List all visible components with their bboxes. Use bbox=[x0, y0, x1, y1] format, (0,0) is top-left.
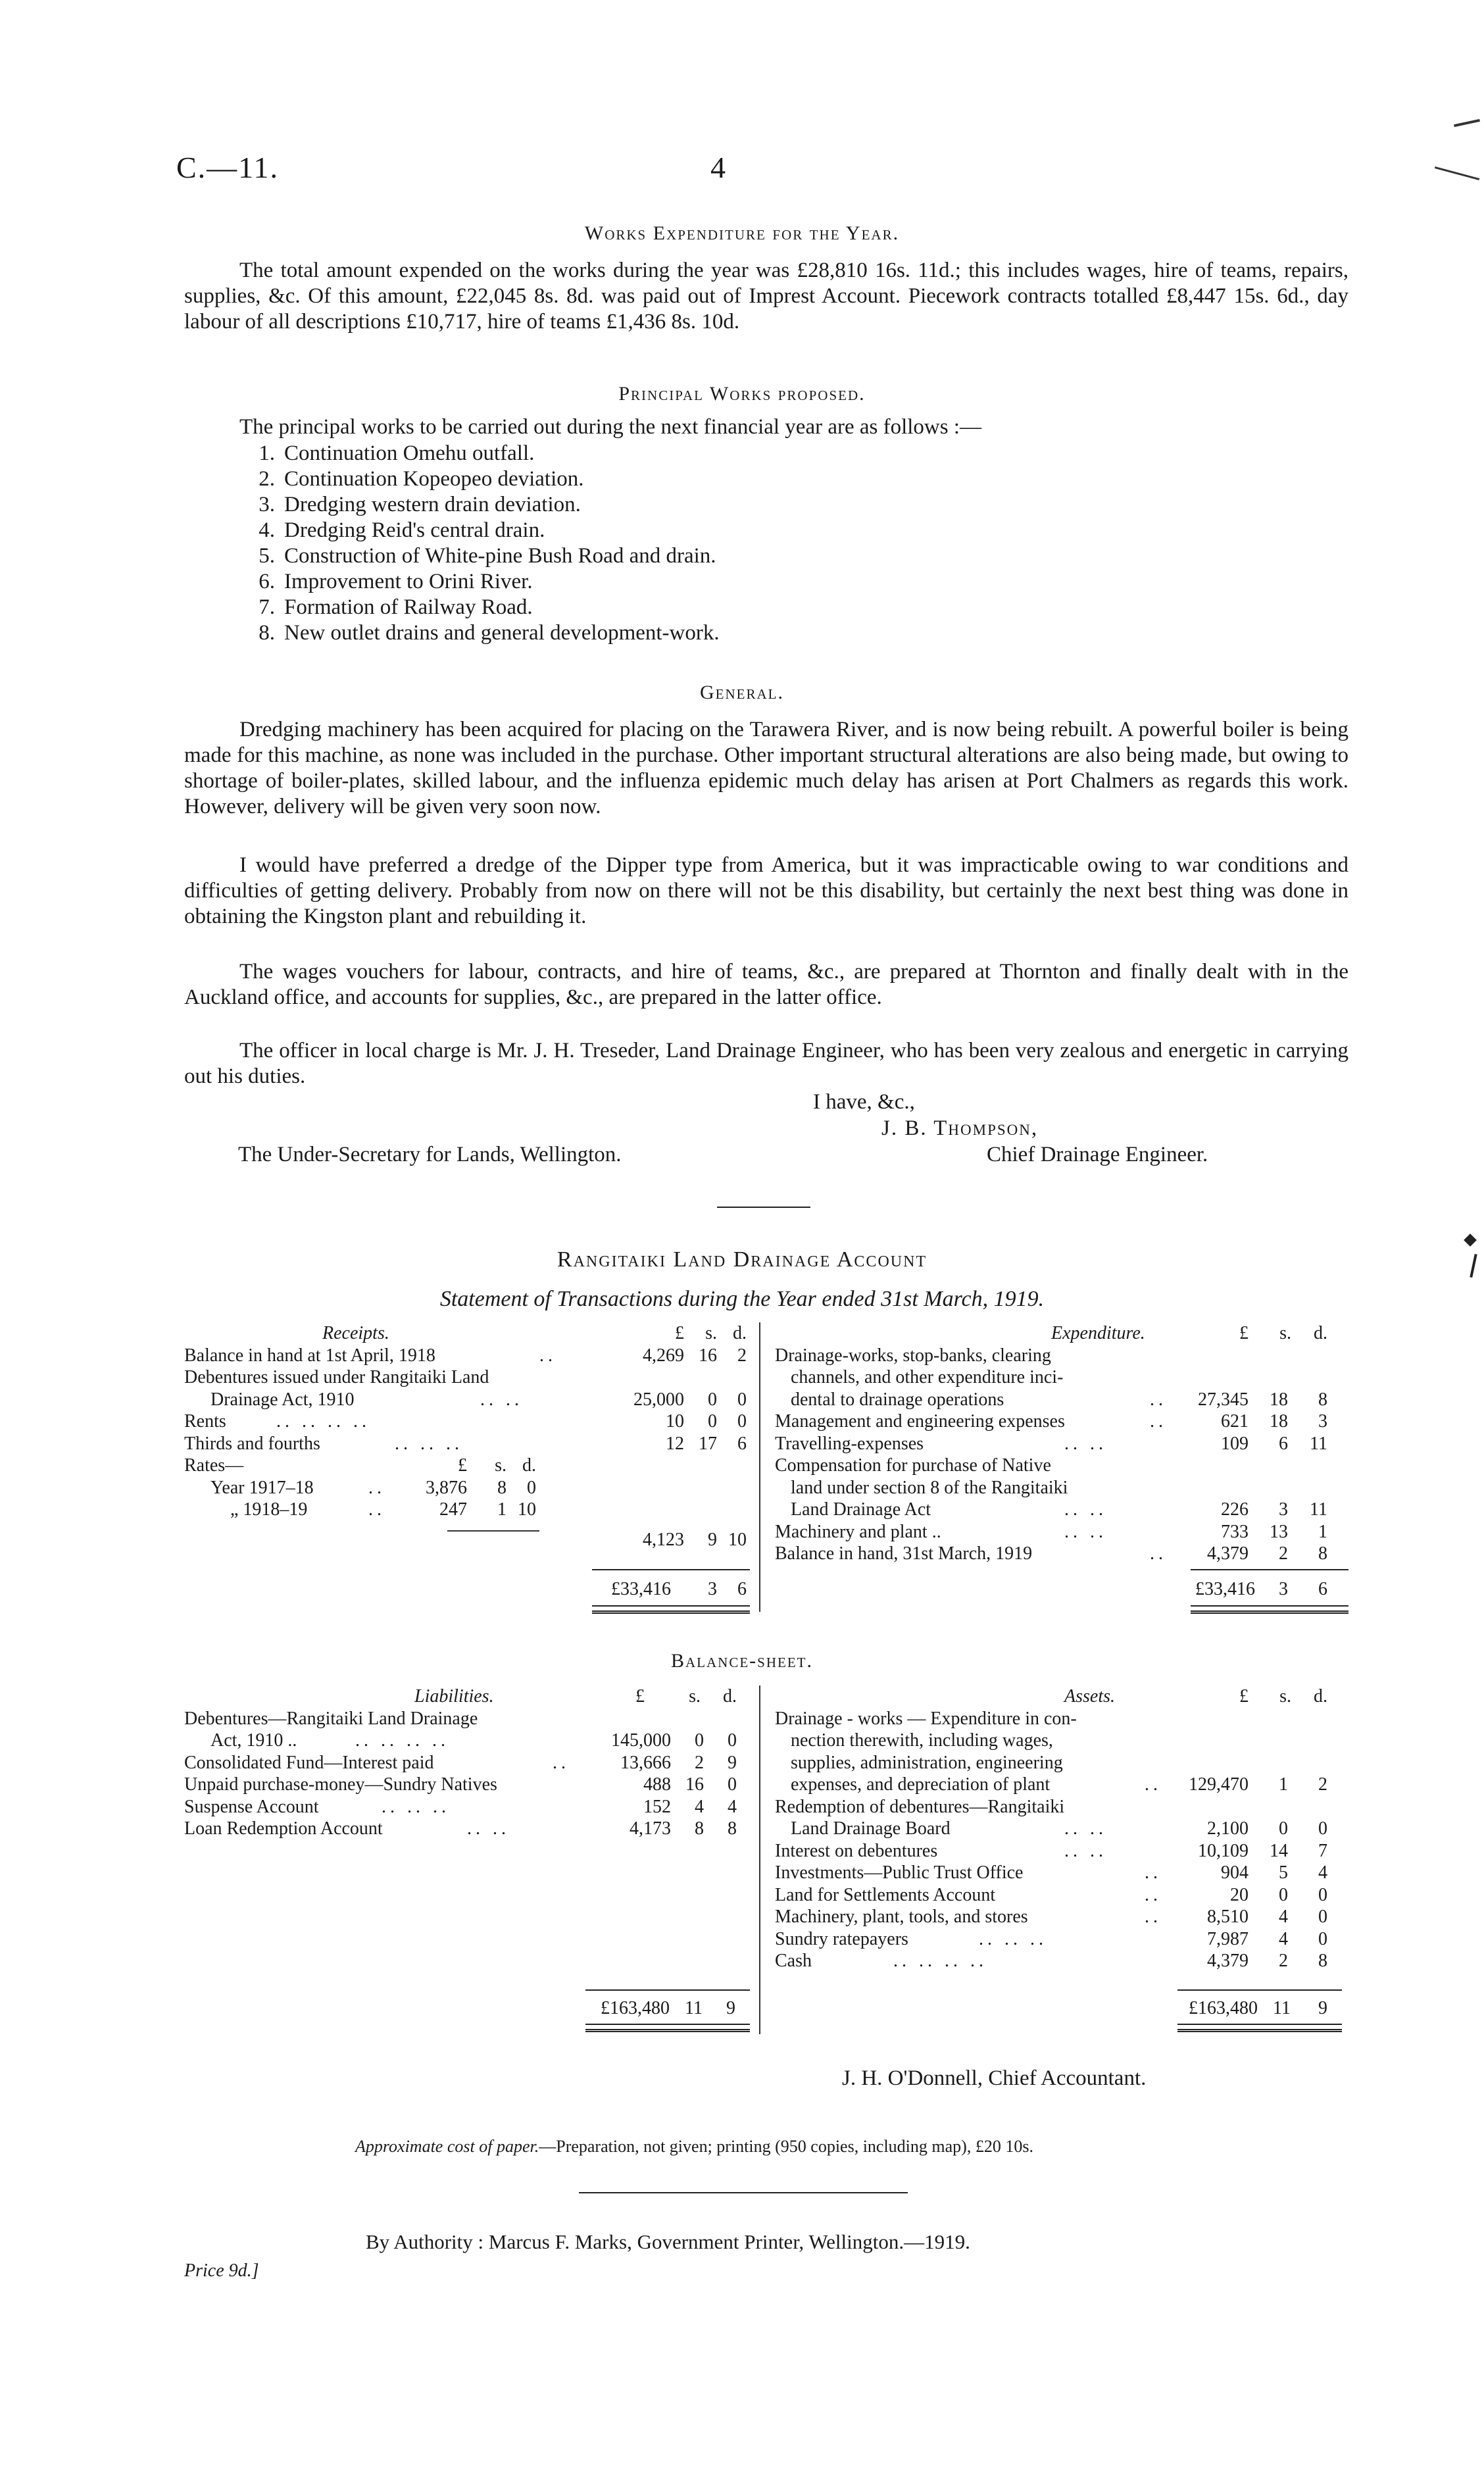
subtotal-rule bbox=[447, 1530, 539, 1532]
list-item: 4. Dredging Reid's central drain. bbox=[259, 518, 545, 542]
table-row: expenses, and depreciation of plant .. 129,470 1 2 bbox=[791, 1774, 1327, 1795]
page-number: 4 bbox=[710, 151, 726, 184]
table-row: Travelling-expenses .. .. 109 6 11 bbox=[775, 1433, 1327, 1454]
table-row: Management and engineering expenses .. 621 18 3 bbox=[775, 1411, 1327, 1432]
expenditure-table bbox=[775, 1322, 1341, 1565]
table-row: channels, and other expenditure inci- bbox=[791, 1367, 1064, 1387]
shilling-col-heading: s. bbox=[689, 1686, 701, 1707]
double-rule bbox=[592, 1605, 750, 1614]
principal-works-intro: The principal works to be carried out during the next financial year are as follows :— bbox=[239, 415, 982, 439]
general-paragraph-3: The wages vouchers for labour, contracts, and hire of teams, &c., are prepared at Thornton and finally dealt with in the Auckland office, and accounts for supplies, &c., are prepared in the latter office. bbox=[184, 960, 1348, 1009]
principal-works-list bbox=[243, 441, 720, 646]
column-divider bbox=[759, 1685, 760, 2034]
pence-col-heading: d. bbox=[723, 1686, 737, 1707]
pound-col-heading: £ bbox=[1239, 1686, 1249, 1707]
table-row: nection therewith, including wages, bbox=[791, 1730, 1053, 1751]
table-row: Balance in hand at 1st April, 1918 .. 4,269 16 2 bbox=[184, 1345, 747, 1366]
general-paragraph-2: I would have preferred a dredge of the Dipper type from America, but it was impracticable owing to war conditions and difficulties of getting delivery. Probably from now on there will not be this disability, but certainly the next best thing was done in obtaining the Kingston plant and rebuilding it. bbox=[184, 853, 1348, 928]
table-row: Drainage Act, 1910 .. .. 25,000 0 0 bbox=[210, 1389, 747, 1410]
signatory-name: J. B. Thompson, bbox=[881, 1116, 1039, 1140]
account-subtitle: Statement of Transactions during the Year ended 31st March, 1919. bbox=[439, 1287, 1045, 1311]
table-row: Drainage-works, stop-banks, clearing bbox=[775, 1345, 1051, 1366]
list-item: 1. Continuation Omehu outfall. bbox=[259, 441, 535, 465]
expenditure-heading: Expenditure. bbox=[1051, 1323, 1145, 1343]
pence-col-heading: d. bbox=[1314, 1323, 1327, 1343]
works-expenditure-heading: Works Expenditure for the Year. bbox=[584, 222, 900, 244]
cost-note: Approximate cost of paper.—Preparation, not given; printing (950 copies, including map), £20 10s. bbox=[355, 2137, 1033, 2156]
table-row: Year 1917–18 .. 3,876 8 0 bbox=[210, 1477, 536, 1498]
printer-imprint: By Authority : Marcus F. Marks, Government Printer, Wellington.—1919. bbox=[366, 2230, 970, 2253]
expenditure-total-row: £33,416 3 6 bbox=[1195, 1579, 1327, 1599]
table-row: Land Drainage Act .. .. 226 3 11 bbox=[791, 1499, 1327, 1520]
table-row: „ 1918–19 .. 247 1 10 bbox=[230, 1499, 536, 1520]
total-rule bbox=[585, 1989, 750, 1991]
section-divider bbox=[717, 1207, 810, 1208]
double-rule bbox=[1177, 2024, 1342, 2032]
double-rule bbox=[585, 2024, 750, 2032]
list-item: 5. Construction of White-pine Bush Road and drain. bbox=[259, 544, 716, 568]
liabilities-table bbox=[184, 1685, 750, 1840]
shilling-col-heading: s. bbox=[1279, 1686, 1291, 1707]
assets-header-row bbox=[775, 1685, 1341, 1708]
table-row: dental to drainage operations .. 27,345 18 8 bbox=[791, 1389, 1327, 1410]
receipts-total-row: £33,416 3 6 bbox=[611, 1579, 747, 1599]
balance-sheet-title: Balance-sheet. bbox=[671, 1650, 813, 1672]
table-row: Compensation for purchase of Native bbox=[775, 1455, 1051, 1476]
pence-col-heading: d. bbox=[1314, 1686, 1327, 1707]
list-item: 8. New outlet drains and general development-work. bbox=[259, 621, 720, 645]
table-row: Consolidated Fund—Interest paid .. 13,666 2 9 bbox=[184, 1752, 737, 1773]
table-row: Interest on debentures .. .. 10,109 14 7 bbox=[775, 1840, 1327, 1861]
table-row: supplies, administration, engineering bbox=[791, 1752, 1063, 1773]
signatory-title: Chief Drainage Engineer. bbox=[987, 1143, 1208, 1166]
table-row: Unpaid purchase-money—Sundry Natives 488 16 0 bbox=[184, 1774, 737, 1795]
shilling-col-heading: s. bbox=[705, 1323, 717, 1343]
table-row: Land Drainage Board .. .. 2,100 0 0 bbox=[791, 1818, 1327, 1839]
receipts-header-row bbox=[184, 1322, 750, 1345]
margin-mark bbox=[1454, 119, 1480, 127]
document-reference: C.—11. bbox=[176, 151, 279, 184]
pound-col-heading: £ bbox=[675, 1323, 684, 1343]
total-rule bbox=[1177, 1989, 1342, 1991]
assets-table bbox=[775, 1685, 1341, 1972]
account-title: Rangitaiki Land Drainage Account bbox=[556, 1247, 928, 1272]
table-row: 4,123 9 10 bbox=[184, 1521, 750, 1543]
table-row: land under section 8 of the Rangitaiki bbox=[791, 1477, 1068, 1498]
table-row: Thirds and fourths .. .. .. 12 17 6 bbox=[184, 1433, 747, 1454]
table-row: Redemption of debentures—Rangitaiki bbox=[775, 1796, 1065, 1817]
table-row: Debentures—Rangitaiki Land Drainage bbox=[184, 1708, 478, 1729]
shilling-col-heading: s. bbox=[1279, 1323, 1291, 1343]
table-row: Drainage - works — Expenditure in con- bbox=[775, 1708, 1077, 1729]
list-item: 6. Improvement to Orini River. bbox=[259, 570, 533, 593]
works-expenditure-paragraph: The total amount expended on the works during the year was £28,810 16s. 11d.; this includes wages, hire of teams, repairs, supplies, &c. Of this amount, £22,045 8s. 8d. was paid out of Imprest Account. Piecework contracts totalled £8,447 15s. 6d., day labour of all descriptions £10,717, hire of teams £1,436 8s. 10d. bbox=[184, 259, 1348, 334]
column-divider bbox=[759, 1322, 760, 1612]
assets-heading: Assets. bbox=[1064, 1686, 1115, 1707]
total-rule bbox=[1191, 1569, 1348, 1570]
receipts-heading: Receipts. bbox=[322, 1323, 389, 1343]
pound-col-heading: £ bbox=[635, 1686, 645, 1707]
general-paragraph-1: Dredging machinery has been acquired for placing on the Tarawera River, and is now being rebuilt. A powerful boiler is being made for this machine, as none was included in the purchase. Other important structural alterations are also being made, but owing to shortage of boiler-plates, skilled labour, and the influenza epidemic much delay has arisen at Port Chalmers as regards this work. However, delivery will be given very soon now. bbox=[184, 718, 1348, 818]
pence-col-heading: d. bbox=[733, 1323, 747, 1343]
table-row: Machinery and plant .. .. .. 733 13 1 bbox=[775, 1521, 1327, 1542]
pound-col-heading: £ bbox=[1239, 1323, 1249, 1343]
table-row: Sundry ratepayers .. .. .. 7,987 4 0 bbox=[775, 1928, 1327, 1949]
table-row: Balance in hand, 31st March, 1919 .. 4,379 2 8 bbox=[775, 1543, 1327, 1564]
table-row: Suspense Account .. .. .. 152 4 4 bbox=[184, 1796, 737, 1817]
general-paragraph-4: The officer in local charge is Mr. J. H. Treseder, Land Drainage Engineer, who has been very zealous and energetic in carrying out his duties. bbox=[184, 1039, 1348, 1088]
table-row: Loan Redemption Account .. .. 4,173 8 8 bbox=[184, 1818, 737, 1839]
assets-total-row: £163,480 11 9 bbox=[1189, 1998, 1327, 2018]
liabilities-total-row: £163,480 11 9 bbox=[601, 1998, 735, 2018]
receipts-table bbox=[184, 1322, 750, 1550]
margin-mark bbox=[1435, 166, 1479, 180]
table-row: Debentures issued under Rangitaiki Land bbox=[184, 1367, 489, 1387]
general-heading: General. bbox=[700, 682, 784, 703]
double-rule bbox=[1191, 1605, 1348, 1614]
table-row: Land for Settlements Account .. 20 0 0 bbox=[775, 1884, 1327, 1905]
accountant-signature: J. H. O'Donnell, Chief Accountant. bbox=[842, 2066, 1147, 2090]
addressee: The Under-Secretary for Lands, Wellington. bbox=[238, 1143, 622, 1166]
table-row: Rates— £ s. d. bbox=[184, 1455, 536, 1476]
table-row: Cash .. .. .. .. 4,379 2 8 bbox=[775, 1951, 1327, 1971]
table-row: Machinery, plant, tools, and stores .. 8,510 4 0 bbox=[775, 1907, 1327, 1927]
list-item: 2. Continuation Kopeopeo deviation. bbox=[259, 467, 584, 491]
expenditure-header-row bbox=[775, 1322, 1341, 1345]
table-row: Rents .. .. .. .. 10 0 0 bbox=[184, 1411, 747, 1432]
margin-mark bbox=[1464, 1234, 1477, 1247]
principal-works-heading: Principal Works proposed. bbox=[618, 383, 866, 405]
list-item: 3. Dredging western drain deviation. bbox=[259, 493, 581, 516]
liabilities-heading: Liabilities. bbox=[414, 1686, 494, 1707]
total-rule bbox=[592, 1569, 750, 1570]
price: Price 9d.] bbox=[184, 2260, 259, 2281]
table-row: Investments—Public Trust Office .. 904 5 4 bbox=[775, 1862, 1327, 1883]
liabilities-header-row bbox=[184, 1685, 750, 1708]
table-row: Act, 1910 .. .. .. .. .. 145,000 0 0 bbox=[210, 1730, 737, 1751]
list-item: 7. Formation of Railway Road. bbox=[259, 595, 533, 619]
closing: I have, &c., bbox=[813, 1090, 915, 1114]
footer-divider bbox=[579, 2192, 908, 2193]
